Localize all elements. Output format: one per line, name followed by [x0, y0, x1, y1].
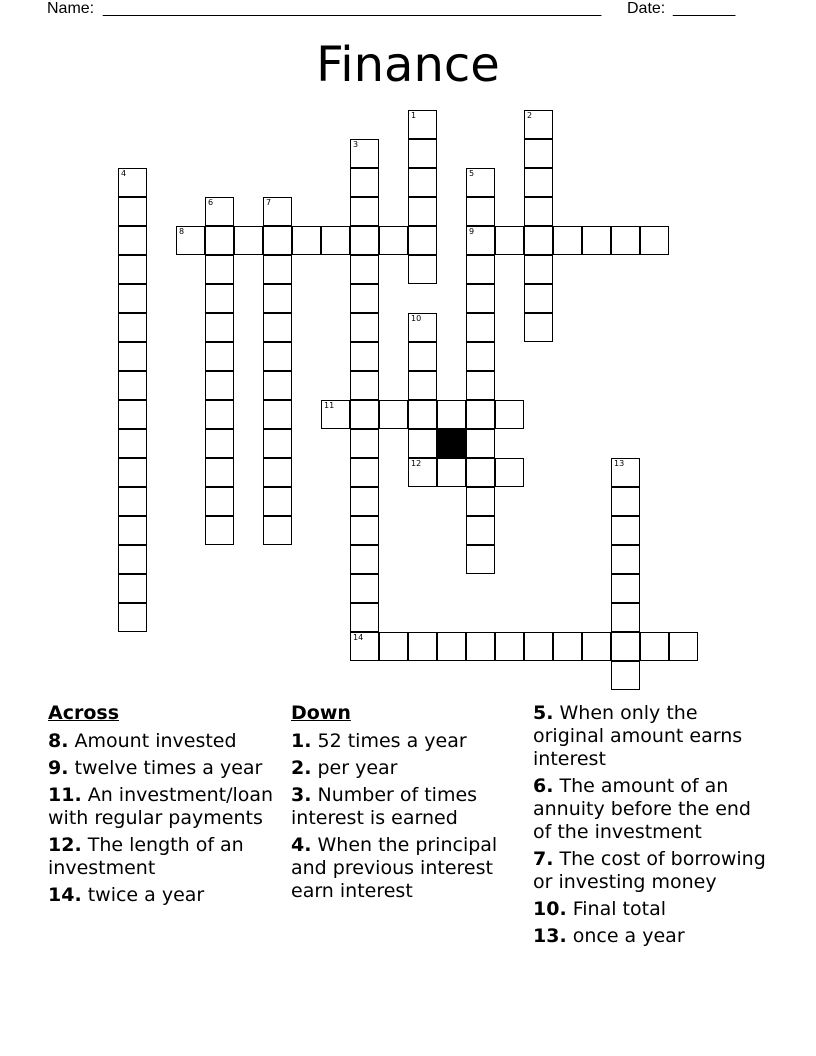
clue [48, 784, 278, 830]
cell-number: 3 [353, 140, 359, 149]
clue-number: 7. [533, 848, 554, 870]
grid-cell[interactable] [205, 487, 234, 516]
clue-number: 1. [291, 730, 312, 752]
grid-cell[interactable] [205, 313, 234, 342]
grid-cell[interactable] [640, 632, 669, 661]
grid-cell[interactable] [350, 168, 379, 197]
clue [291, 834, 526, 903]
grid-cell[interactable] [524, 313, 553, 342]
grid-cell[interactable] [408, 226, 437, 255]
grid-cell[interactable] [205, 226, 234, 255]
grid-cell[interactable] [466, 197, 495, 226]
clue-number: 12. [48, 834, 82, 856]
clue-text: The length of an investment [48, 834, 244, 879]
grid-cell[interactable] [263, 458, 292, 487]
grid-cell[interactable] [437, 458, 466, 487]
grid-cell[interactable] [669, 632, 698, 661]
grid-cell[interactable] [466, 545, 495, 574]
grid-cell[interactable] [234, 226, 263, 255]
grid-cell[interactable] [350, 284, 379, 313]
grid-cell[interactable] [205, 429, 234, 458]
grid-cell[interactable] [350, 603, 379, 632]
grid-cell[interactable] [263, 429, 292, 458]
grid-cell[interactable] [466, 168, 495, 197]
grid-cell[interactable] [408, 110, 437, 139]
clue [48, 834, 278, 880]
grid-cell[interactable] [350, 226, 379, 255]
grid-cell[interactable] [118, 429, 147, 458]
clue [291, 784, 526, 830]
cell-number: 10 [411, 314, 422, 323]
grid-cell[interactable] [524, 197, 553, 226]
grid-cell[interactable] [466, 632, 495, 661]
grid-cell[interactable] [263, 371, 292, 400]
grid-cell[interactable] [553, 632, 582, 661]
down-heading: Down [291, 702, 351, 724]
grid-cell[interactable] [582, 226, 611, 255]
cell-number: 4 [121, 169, 127, 178]
grid-cell[interactable] [350, 139, 379, 168]
grid-cell[interactable] [205, 371, 234, 400]
grid-block [437, 429, 466, 458]
grid-cell[interactable] [350, 255, 379, 284]
clue [291, 757, 526, 780]
clue-number: 3. [291, 784, 312, 806]
grid-cell[interactable] [408, 168, 437, 197]
grid-cell[interactable] [205, 284, 234, 313]
grid-cell[interactable] [205, 255, 234, 284]
cell-number: 11 [324, 401, 335, 410]
grid-cell[interactable] [524, 226, 553, 255]
grid-cell[interactable] [118, 487, 147, 516]
grid-cell[interactable] [408, 313, 437, 342]
grid-cell[interactable] [350, 342, 379, 371]
clue-text: Amount invested [68, 730, 237, 752]
grid-cell[interactable] [524, 139, 553, 168]
cell-number: 12 [411, 459, 422, 468]
grid-cell[interactable] [611, 458, 640, 487]
grid-cell[interactable] [350, 632, 379, 661]
cell-number: 13 [614, 459, 625, 468]
clue-text: When the principal and previous interest earn interest [291, 834, 498, 902]
grid-cell[interactable] [466, 371, 495, 400]
clue-text: When only the original amount earns interest [533, 702, 743, 770]
cell-number: 1 [411, 111, 417, 120]
grid-cell[interactable] [350, 545, 379, 574]
grid-cell[interactable] [466, 255, 495, 284]
grid-cell[interactable] [350, 487, 379, 516]
down-clues-continued [533, 702, 773, 952]
grid-cell[interactable] [205, 458, 234, 487]
grid-cell[interactable] [379, 400, 408, 429]
clue [48, 730, 278, 753]
grid-cell[interactable] [524, 632, 553, 661]
grid-cell[interactable] [263, 255, 292, 284]
grid-cell[interactable] [263, 313, 292, 342]
clue [533, 848, 773, 894]
grid-cell[interactable] [408, 371, 437, 400]
grid-cell[interactable] [466, 226, 495, 255]
grid-cell[interactable] [466, 313, 495, 342]
cell-number: 9 [469, 227, 475, 236]
grid-cell[interactable] [408, 255, 437, 284]
grid-cell[interactable] [466, 458, 495, 487]
grid-cell[interactable] [408, 632, 437, 661]
grid-cell[interactable] [118, 371, 147, 400]
grid-cell[interactable] [118, 545, 147, 574]
grid-cell[interactable] [408, 197, 437, 226]
grid-cell[interactable] [408, 458, 437, 487]
grid-cell[interactable] [263, 516, 292, 545]
name-label: Name: [47, 0, 95, 17]
grid-cell[interactable] [379, 632, 408, 661]
grid-cell[interactable] [350, 197, 379, 226]
cell-number: 5 [469, 169, 475, 178]
clue-number: 8. [48, 730, 69, 752]
cell-number: 7 [266, 198, 272, 207]
grid-cell[interactable] [118, 574, 147, 603]
clue [533, 898, 773, 921]
grid-cell[interactable] [466, 487, 495, 516]
grid-cell[interactable] [118, 400, 147, 429]
grid-cell[interactable] [263, 342, 292, 371]
across-clues [48, 702, 278, 911]
clue [533, 775, 773, 844]
grid-cell[interactable] [263, 197, 292, 226]
grid-cell[interactable] [466, 400, 495, 429]
grid-cell[interactable] [176, 226, 205, 255]
grid-cell[interactable] [495, 458, 524, 487]
clue-number: 2. [291, 757, 312, 779]
grid-cell[interactable] [437, 632, 466, 661]
grid-cell[interactable] [466, 284, 495, 313]
grid-cell[interactable] [205, 342, 234, 371]
grid-cell[interactable] [611, 516, 640, 545]
page-title: Finance [316, 37, 500, 93]
clue-text: twice a year [81, 884, 205, 906]
clue-number: 5. [533, 702, 554, 724]
grid-cell[interactable] [408, 429, 437, 458]
grid-cell[interactable] [582, 632, 611, 661]
grid-cell[interactable] [524, 255, 553, 284]
cell-number: 2 [527, 111, 533, 120]
grid-cell[interactable] [350, 400, 379, 429]
date-label: Date: [627, 0, 666, 17]
grid-cell[interactable] [118, 284, 147, 313]
grid-cell[interactable] [466, 429, 495, 458]
across-heading: Across [48, 702, 120, 724]
grid-cell[interactable] [263, 284, 292, 313]
grid-cell[interactable] [524, 168, 553, 197]
grid-cell[interactable] [408, 342, 437, 371]
grid-cell[interactable] [205, 516, 234, 545]
grid-cell[interactable] [118, 458, 147, 487]
grid-cell[interactable] [466, 516, 495, 545]
grid-cell[interactable] [118, 168, 147, 197]
grid-cell[interactable] [640, 226, 669, 255]
clue-number: 6. [533, 775, 554, 797]
clue [533, 925, 773, 948]
grid-cell[interactable] [118, 255, 147, 284]
clue-number: 4. [291, 834, 312, 856]
clue-text: The cost of borrowing or investing money [533, 848, 766, 893]
clue-text: 52 times a year [311, 730, 467, 752]
grid-cell[interactable] [205, 197, 234, 226]
grid-cell[interactable] [205, 400, 234, 429]
grid-cell[interactable] [466, 342, 495, 371]
clue [533, 702, 773, 771]
grid-cell[interactable] [118, 313, 147, 342]
clue [48, 757, 278, 780]
grid-cell[interactable] [553, 226, 582, 255]
clue-number: 10. [533, 898, 567, 920]
clue [291, 730, 526, 753]
clue-number: 9. [48, 757, 69, 779]
grid-cell[interactable] [611, 226, 640, 255]
grid-cell[interactable] [350, 371, 379, 400]
grid-cell[interactable] [495, 226, 524, 255]
cell-number: 8 [179, 227, 185, 236]
grid-cell[interactable] [292, 226, 321, 255]
grid-cell[interactable] [321, 226, 350, 255]
cell-number: 14 [353, 633, 364, 642]
grid-cell[interactable] [408, 139, 437, 168]
grid-cell[interactable] [263, 400, 292, 429]
clue-text: once a year [566, 925, 685, 947]
grid-cell[interactable] [263, 226, 292, 255]
down-clues [291, 702, 526, 907]
grid-cell[interactable] [118, 226, 147, 255]
grid-cell[interactable] [611, 632, 640, 661]
clue-number: 11. [48, 784, 82, 806]
grid-cell[interactable] [379, 226, 408, 255]
clue-text: An investment/loan with regular payments [48, 784, 274, 829]
clue [48, 884, 278, 907]
grid-cell[interactable] [118, 516, 147, 545]
grid-cell[interactable] [263, 487, 292, 516]
clue-text: Final total [566, 898, 666, 920]
grid-cell[interactable] [118, 197, 147, 226]
grid-cell[interactable] [611, 661, 640, 690]
clue-number: 14. [48, 884, 82, 906]
grid-cell[interactable] [524, 110, 553, 139]
grid-cell[interactable] [350, 429, 379, 458]
grid-cell[interactable] [321, 400, 350, 429]
grid-cell[interactable] [524, 284, 553, 313]
grid-cell[interactable] [611, 487, 640, 516]
name-line: ________________________________________________________ [103, 0, 602, 17]
grid-cell[interactable] [350, 574, 379, 603]
clue-text: per year [311, 757, 398, 779]
grid-cell[interactable] [611, 574, 640, 603]
grid-cell[interactable] [437, 400, 466, 429]
cell-number: 6 [208, 198, 214, 207]
grid-cell[interactable] [118, 603, 147, 632]
clue-text: The amount of an annuity before the end of the investment [533, 775, 751, 843]
date-line: _______ [673, 0, 736, 17]
grid-cell[interactable] [495, 632, 524, 661]
grid-cell[interactable] [350, 458, 379, 487]
clue-text: Number of times interest is earned [291, 784, 478, 829]
clue-text: twelve times a year [68, 757, 263, 779]
clue-number: 13. [533, 925, 567, 947]
grid-cell[interactable] [611, 545, 640, 574]
grid-cell[interactable] [495, 400, 524, 429]
grid-cell[interactable] [408, 400, 437, 429]
grid-cell[interactable] [118, 342, 147, 371]
grid-cell[interactable] [350, 516, 379, 545]
grid-cell[interactable] [611, 603, 640, 632]
grid-cell[interactable] [350, 313, 379, 342]
